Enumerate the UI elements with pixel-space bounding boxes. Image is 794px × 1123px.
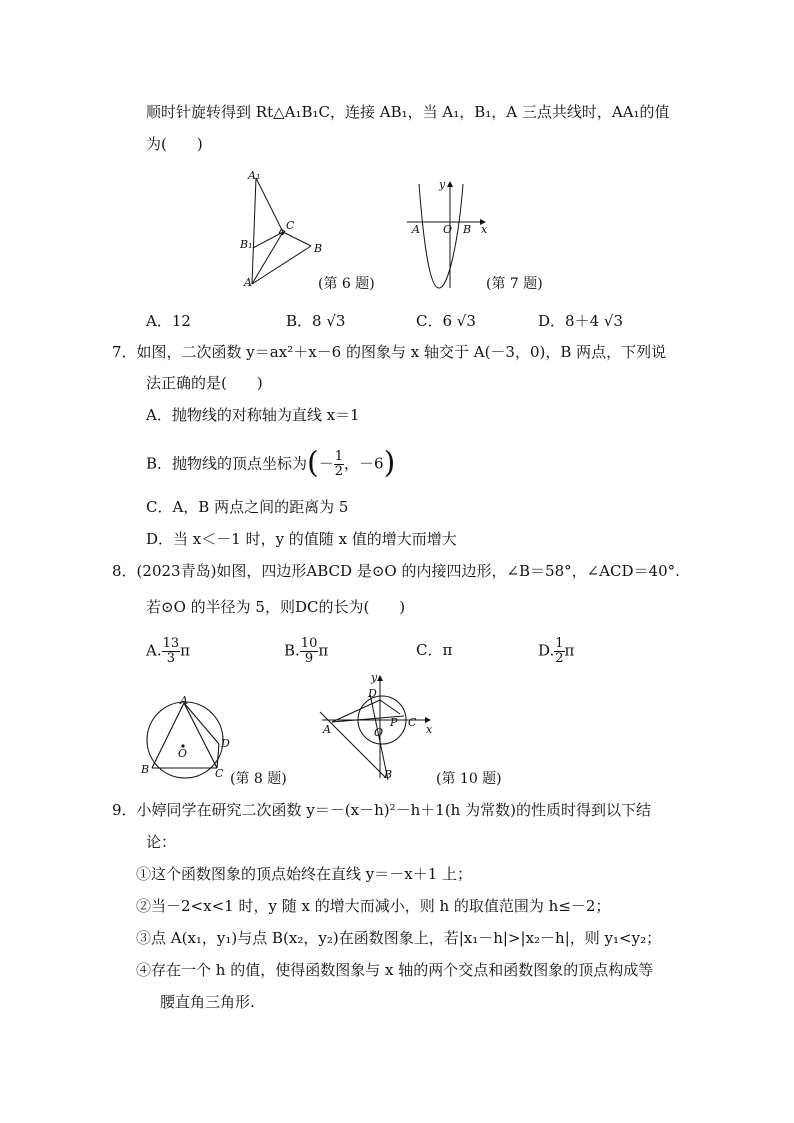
- fig8-label-a: A: [180, 694, 188, 707]
- figure-7: [405, 176, 495, 292]
- q8-option-b: B. $\frac{10}{9}$ π: [284, 636, 329, 666]
- q6-option-c: C．6 √3: [416, 312, 476, 330]
- fig7-label-y: y: [439, 178, 446, 191]
- fig6-label-a: A: [244, 276, 252, 289]
- fig10-label-p: P: [390, 716, 398, 729]
- q6-option-a: A．12: [146, 312, 191, 330]
- fig7-label-a: A: [412, 223, 420, 236]
- figure-6: [236, 168, 346, 292]
- fig6-label-c: C: [286, 219, 295, 232]
- fig6-label-b: B: [314, 242, 323, 255]
- fig10-label-d: D: [368, 687, 377, 700]
- q7-line2: 法正确的是( ): [146, 374, 263, 392]
- q7-option-c: C．A，B 两点之间的距离为 5: [146, 498, 349, 516]
- fig6-caption: (第 6 题): [318, 276, 375, 292]
- q7-line1: 7．如图，二次函数 y＝ax²＋x－6 的图象与 x 轴交于 A(－3，0)，B 两点，下列说: [112, 343, 667, 361]
- q8-option-c: C．π: [416, 641, 453, 659]
- q9-item-1: ①这个函数图象的顶点始终在直线 y＝－x＋1 上；: [136, 865, 473, 883]
- fig8-caption: (第 8 题): [230, 771, 287, 787]
- q9-item-3: ③点 A(x₁，y₁)与点 B(x₂，y₂)在函数图象上，若|x₁－h|>|x₂－h|，则 y₁<y₂；: [136, 929, 662, 947]
- fig10-label-o: O: [374, 726, 384, 739]
- q6-option-b: B．8 √3: [286, 312, 346, 330]
- q9-item-2: ②当－2<x<1 时，y 随 x 的增大而减小，则 h 的取值范围为 h≤－2；: [136, 897, 611, 915]
- fig7-caption: (第 7 题): [486, 276, 543, 292]
- fig8-label-b: B: [141, 763, 150, 776]
- fig10-caption: (第 10 题): [436, 771, 502, 787]
- q6-option-d: D．8＋4 √3: [538, 312, 623, 330]
- q6-line2: 为( ): [146, 135, 203, 153]
- q8-line2: 若⊙O 的半径为 5，则DC的长为( ): [146, 598, 406, 616]
- q8-option-a: A. $\frac{13}{3}$ π: [146, 636, 191, 666]
- fig7-label-o: O: [443, 223, 453, 236]
- fig8-label-c: C: [215, 767, 224, 780]
- q9-item-4: ④存在一个 h 的值，使得函数图象与 x 轴的两个交点和函数图象的顶点构成等: [136, 961, 654, 979]
- fig10-label-x: x: [426, 723, 433, 736]
- q9-item-4-cont: 腰直角三角形.: [160, 993, 255, 1011]
- q7-option-b-minus: －: [318, 454, 334, 473]
- q7-option-b: B．抛物线的顶点坐标为(－ $\frac{1}{2}$ ，－6): [146, 445, 396, 481]
- q8-line1: 8．(2023青岛)如图，四边形ABCD 是⊙O 的内接四边形，∠B＝58°，∠ACD＝40°.: [112, 562, 680, 580]
- fig8-label-d: D: [221, 737, 230, 750]
- q8-option-d: D. $\frac{1}{2}$ π: [538, 636, 575, 666]
- fig6-label-a1: A₁: [248, 169, 261, 182]
- q7-option-b-fraction: $\frac{1}{2}$: [334, 449, 344, 479]
- fig7-label-x: x: [481, 223, 488, 236]
- fig10-label-a: A: [323, 723, 331, 736]
- q9-line2: 论：: [146, 833, 177, 851]
- q7-option-d: D．当 x＜－1 时，y 的值随 x 值的增大而增大: [146, 530, 457, 548]
- fig8-label-o: O: [178, 747, 188, 760]
- q7-option-b-rest: ，－6: [344, 454, 384, 473]
- q9-line1: 9．小婷同学在研究二次函数 y＝－(x－h)²－h＋1(h 为常数)的性质时得到以下结: [112, 801, 651, 819]
- figure-8: [138, 694, 238, 780]
- figure-10: [318, 670, 442, 782]
- fig7-label-b: B: [463, 223, 472, 236]
- q6-line1: 顺时针旋转得到 Rt△A₁B₁C，连接 AB₁，当 A₁，B₁，A 三点共线时，AA₁的值: [146, 103, 670, 121]
- q7-option-b-prefix: B．抛物线的顶点坐标为: [146, 454, 308, 473]
- fig10-label-b: B: [384, 768, 393, 781]
- fig6-label-b1: B₁: [240, 238, 253, 251]
- fig10-label-y: y: [371, 671, 378, 684]
- q7-option-a: A．抛物线的对称轴为直线 x＝1: [146, 406, 360, 424]
- fig10-label-c: C: [408, 716, 417, 729]
